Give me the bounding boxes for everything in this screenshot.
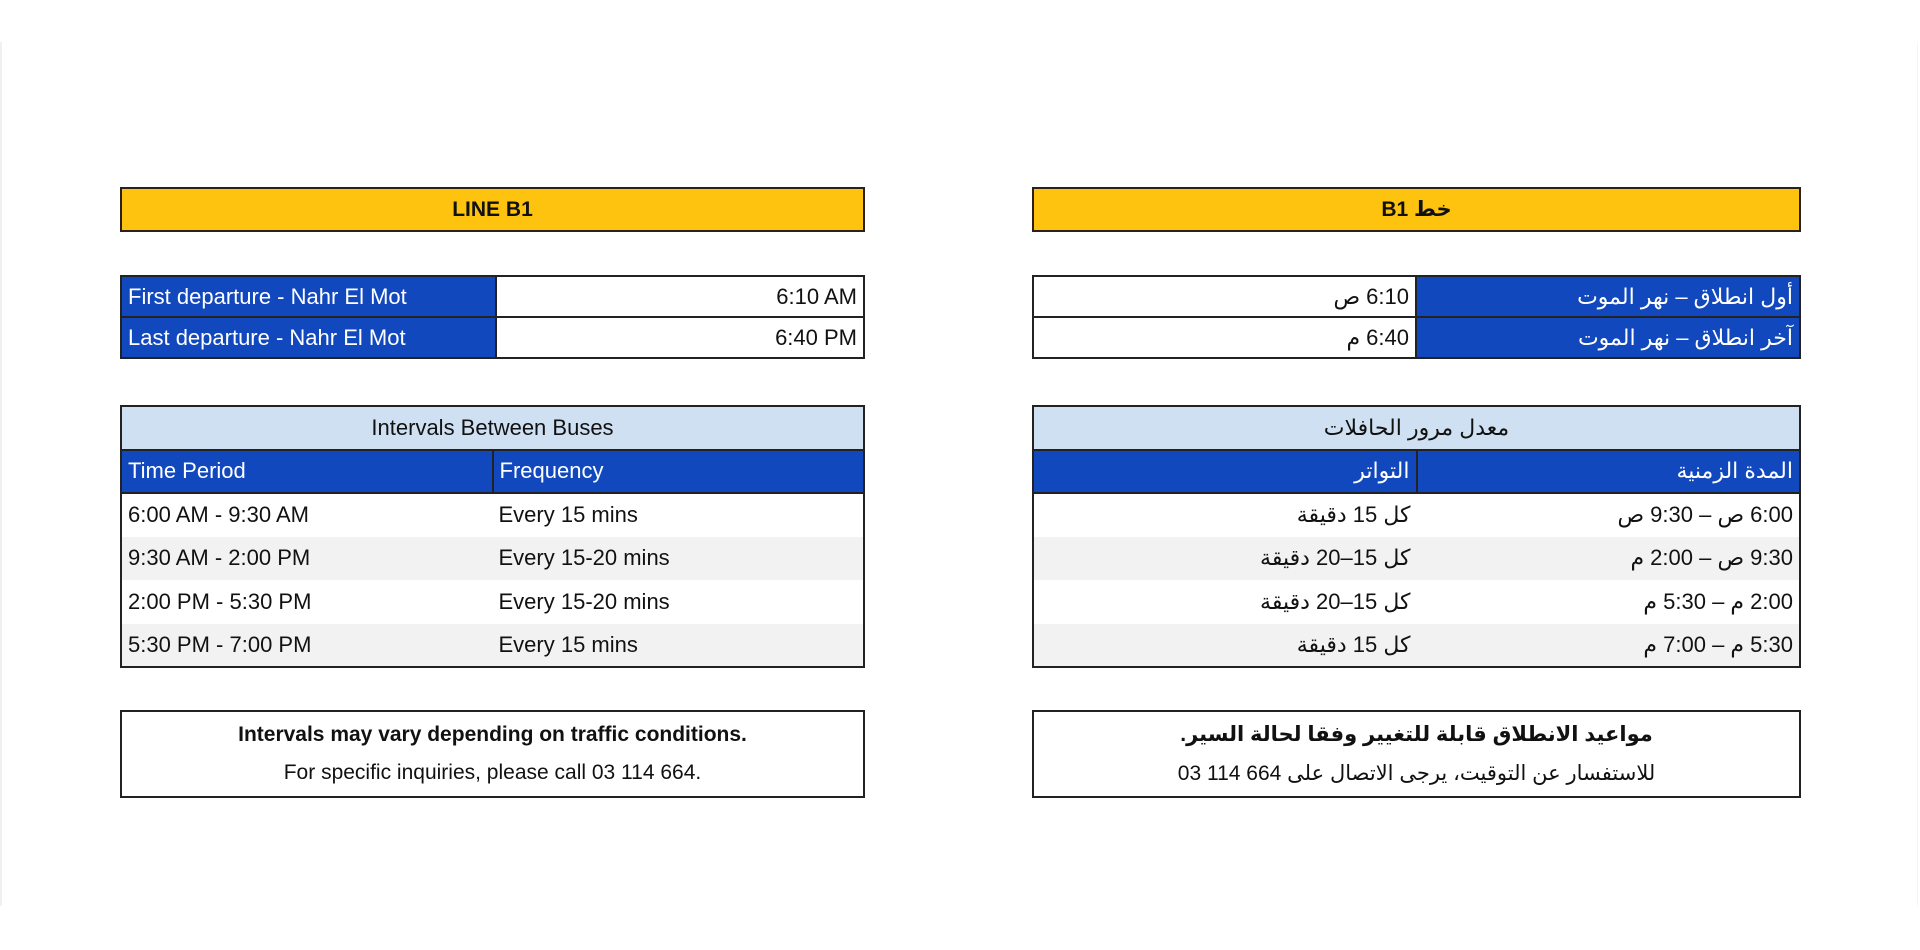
period-cell: 2:00 م – 5:30 م [1417,580,1801,624]
frequency-cell: كل 15–20 دقيقة [1033,580,1417,624]
first-departure-time: 6:10 AM [496,276,864,317]
table-row [121,580,864,624]
intervals-header-row [1033,450,1800,494]
first-departure-time: 6:10 ص [1033,276,1416,317]
table-row [1033,537,1800,581]
table-row [121,317,864,358]
frequency-cell: Every 15 mins [493,493,865,537]
table-row [1033,493,1800,537]
frequency-cell: Every 15-20 mins [493,537,865,581]
intervals-title-row [1033,406,1800,450]
inquiry-note: للاستفسار عن التوقيت، يرجى الاتصال على 664 114 03 [1177,762,1656,785]
first-departure-label: First departure - Nahr El Mot [121,276,496,317]
frequency-cell: كل 15 دقيقة [1033,493,1417,537]
column-header-time-period: Time Period [121,450,493,494]
intervals-table [1032,405,1801,668]
line-title-header [1032,187,1801,232]
frequency-cell: كل 15–20 دقيقة [1033,537,1417,581]
traffic-note-box [120,710,865,798]
table-row [1033,317,1800,358]
frequency-cell: Every 15 mins [493,624,865,668]
table-row [1033,624,1800,668]
column-header-frequency: Frequency [493,450,865,494]
column-header-time-period: المدة الزمنية [1417,450,1801,494]
traffic-note-box [1032,710,1801,798]
period-cell: 6:00 AM - 9:30 AM [121,493,493,537]
period-cell: 6:00 ص – 9:30 ص [1417,493,1801,537]
departures-table [1032,275,1801,359]
line-title-header [120,187,865,232]
first-departure-label: أول انطلاق – نهر الموت [1416,276,1800,317]
line-title: خط B1 [1381,198,1452,221]
traffic-note-bold: Intervals may vary depending on traffic conditions. [238,723,747,746]
table-row [1033,276,1800,317]
table-row [121,493,864,537]
intervals-title: Intervals Between Buses [121,406,864,450]
period-cell: 5:30 م – 7:00 م [1417,624,1801,668]
last-departure-label: آخر انطلاق – نهر الموت [1416,317,1800,358]
period-cell: 9:30 ص – 2:00 م [1417,537,1801,581]
table-row [121,624,864,668]
last-departure-time: 6:40 م [1033,317,1416,358]
frequency-cell: كل 15 دقيقة [1033,624,1417,668]
traffic-note-bold: مواعيد الانطلاق قابلة للتغيير وفقا لحالة السير. [1180,723,1653,746]
departures-table [120,275,865,359]
last-departure-label: Last departure - Nahr El Mot [121,317,496,358]
intervals-table [120,405,865,668]
table-row [121,276,864,317]
intervals-title: معدل مرور الحافلات [1033,406,1800,450]
table-row [121,537,864,581]
intervals-title-row [121,406,864,450]
line-title: LINE B1 [452,197,533,221]
table-row [1033,580,1800,624]
intervals-header-row [121,450,864,494]
period-cell: 2:00 PM - 5:30 PM [121,580,493,624]
frequency-cell: Every 15-20 mins [493,580,865,624]
column-header-frequency: التواتر [1033,450,1417,494]
period-cell: 9:30 AM - 2:00 PM [121,537,493,581]
last-departure-time: 6:40 PM [496,317,864,358]
period-cell: 5:30 PM - 7:00 PM [121,624,493,668]
inquiry-note: For specific inquiries, please call 03 114 664. [283,761,702,784]
